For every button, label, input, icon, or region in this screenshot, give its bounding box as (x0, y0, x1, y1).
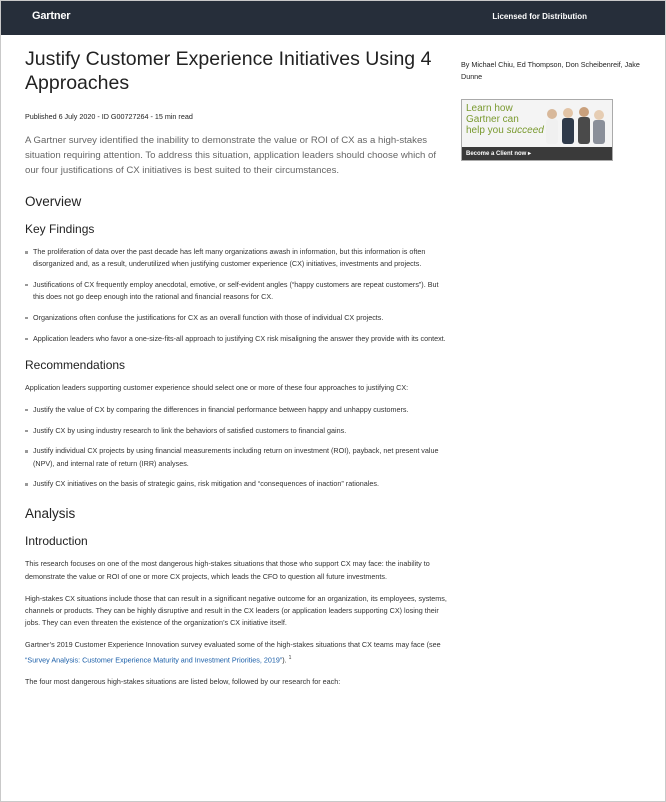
intro-paragraph-2: High-stakes CX situations include those that can result in a significant negative outcome for an organization, its employees, systems, channels or products. They can be highly disruptive and result in the CX leaders (or application leaders supporting CX) losing their jobs. They can even threaten the existence of the organization’s CX initiative itself. (25, 593, 447, 628)
article-main (25, 47, 447, 688)
recommendations-heading: Recommendations (25, 357, 126, 372)
recommendations-intro: Application leaders supporting customer experience should select one or more of these four approaches to justifying CX: (25, 382, 409, 392)
list-item: Justify CX by using industry research to link the behaviors of satisfied customers to financial gains. (25, 425, 447, 437)
bullet-icon (25, 251, 28, 254)
bullet-icon (25, 483, 28, 486)
intro-paragraph-4: The four most dangerous high-stakes situations are listed below, followed by our research for each: (25, 677, 341, 687)
bullet-icon (25, 450, 28, 453)
analysis-heading: Analysis (25, 506, 76, 522)
intro-paragraph-1: This research focuses on one of the most dangerous high-stakes situations that those who support CX may face: the inability to demonstrate the value or ROI of one or more CX projects, which leads the CFO to question all future investments. (25, 559, 430, 581)
become-client-ad[interactable] (461, 99, 613, 161)
bullet-icon (25, 317, 28, 320)
people-illustration-icon (540, 104, 610, 144)
abstract: A Gartner survey identified the inability to demonstrate the value or ROI of CX as a high-stakes situation requiring attention. To address this situation, application leaders should choose which of our four justifications of CX initiatives is best suited to their circumstances. (25, 135, 437, 176)
survey-analysis-link[interactable]: “Survey Analysis: Customer Experience Maturity and Investment Priorities, 2019” (25, 655, 283, 665)
bullet-icon (25, 409, 28, 412)
gartner-logo[interactable]: Gartner (32, 10, 71, 22)
list-item: Application leaders who favor a one-size-fits-all approach to justifying CX risk misaligning the answer they provide with its context. (25, 333, 447, 345)
ad-text: Learn how Gartner can help you succeed (466, 103, 544, 136)
intro-paragraph-3: Gartner’s 2019 Customer Experience Innovation survey evaluated some of the high-stakes situations that CX teams may face (see “Survey Analysis: Customer Experience Maturity and Investment Priorities, 2019”). $^1$ (25, 640, 441, 665)
key-findings-list (25, 246, 447, 345)
publication-meta: Published 6 July 2020 - ID G00727264 - 15 min read (25, 112, 193, 121)
top-bar (1, 1, 665, 35)
introduction-heading: Introduction (25, 534, 88, 549)
list-item: The proliferation of data over the past decade has left many organizations awash in information, but this information is often disorganized and, as a result, underutilized when justifying customer experience (CX) initiatives, investments and projects. (25, 246, 447, 270)
list-item: Justify CX initiatives on the basis of strategic gains, risk mitigation and “consequences of inaction” rationales. (25, 478, 447, 490)
recommendations-list (25, 404, 447, 491)
authors: By Michael Chiu, Ed Thompson, Don Scheibenreif, Jake Dunne (461, 60, 640, 81)
list-item: Justifications of CX frequently employ anecdotal, emotive, or self-evident angles (“happy customers are repeat customers”). But this does not go deep enough into the rational and financial reasons for CX. (25, 279, 447, 303)
list-item: Justify individual CX projects by using financial measurements including return on investment (ROI), payback, net present value (NPV), and internal rate of return (IRR) analyses. (25, 445, 447, 469)
footnote-ref[interactable]: 1 (288, 654, 292, 661)
bullet-icon (25, 338, 28, 341)
page-title: Justify Customer Experience Initiatives Using 4 Approaches (25, 48, 432, 94)
list-item: Justify the value of CX by comparing the differences in financial performance between happy and unhappy customers. (25, 404, 447, 416)
key-findings-heading: Key Findings (25, 222, 95, 236)
bullet-icon (25, 430, 28, 433)
bullet-icon (25, 284, 28, 287)
overview-heading: Overview (25, 194, 82, 209)
become-client-button[interactable]: Become a Client now ▸ (462, 147, 612, 160)
license-label: Licensed for Distribution (492, 12, 587, 21)
list-item: Organizations often confuse the justifications for CX as an overall function with those of individual CX projects. (25, 312, 447, 324)
